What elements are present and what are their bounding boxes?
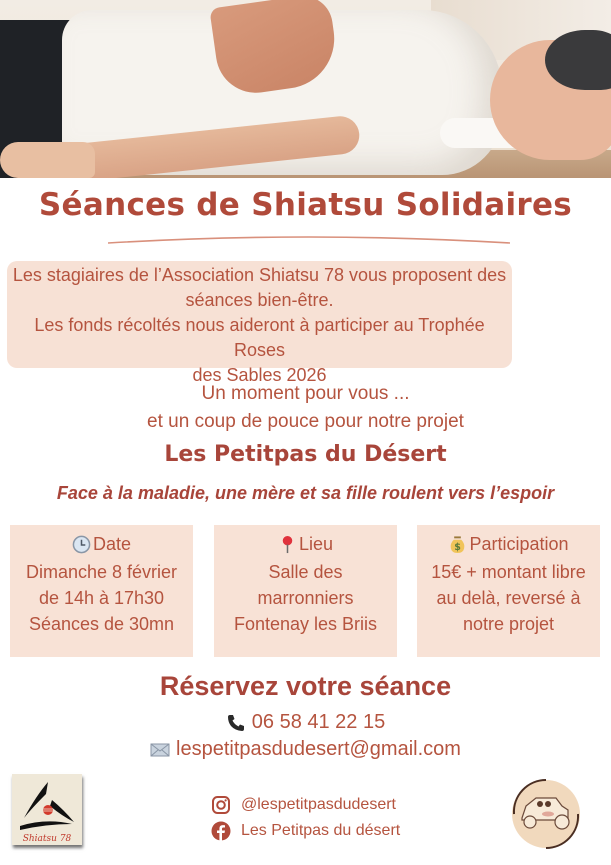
instagram-icon [211,795,231,815]
phone-number[interactable]: 06 58 41 22 15 [251,711,386,733]
intro-text [7,263,512,388]
intro-line: séances bien-être. [185,290,334,310]
tagline-line-2: et un coup de pouce pour notre projet [147,411,464,432]
reserve-heading: Réservez votre séance [159,671,452,701]
email-address[interactable]: lespetitpasdudesert@gmail.com [176,738,461,760]
instagram-link[interactable] [211,792,431,818]
card-place-line: Fontenay les Briis [233,614,378,634]
facebook-page[interactable]: Les Petitpas du désert [241,822,401,839]
hero-hand [0,142,95,178]
card-participation-line: 15€ + montant libre [431,562,586,582]
instagram-handle[interactable]: @lespetitpasdudesert [241,796,396,813]
card-date [10,525,193,657]
pin-icon [278,535,297,554]
card-date-line: Dimanche 8 février [25,562,178,582]
tagline-line-1: Un moment pour vous ... [201,383,410,404]
intro-line: Les stagiaires de l’Association Shiatsu 78 vous proposent des [12,265,507,285]
card-date-line: Séances de 30mn [28,614,175,634]
card-place-title: Lieu [298,534,334,554]
shiatsu-logo-mark [12,774,82,845]
clock-icon [72,535,91,554]
title-underline [108,233,510,245]
card-date-title: Date [92,534,132,554]
phone-contact[interactable] [0,711,611,734]
shiatsu-logo-caption: Shiatsu 78 [22,834,72,844]
svg-text:$: $ [454,541,462,553]
slogan: Face à la maladie, une mère et sa fille roulent vers l’espoir [56,483,555,503]
petitpas-logo-mark [506,774,586,854]
card-date-line: de 14h à 17h30 [38,588,165,608]
envelope-icon [150,742,170,758]
card-participation [417,525,600,657]
card-participation-title: Participation [469,534,569,554]
money-bag-icon [448,535,467,554]
card-place [214,525,397,657]
hero-photo [0,0,611,178]
shiatsu-78-logo [12,774,82,845]
social-links [211,792,431,844]
card-participation-line: notre projet [462,614,555,634]
petitpas-du-desert-logo [506,774,586,854]
phone-icon [226,713,246,733]
facebook-link[interactable] [211,818,431,844]
card-participation-line: au delà, reversé à [436,588,581,608]
email-contact[interactable] [0,738,611,761]
card-place-line: marronniers [257,588,354,608]
intro-line: des Sables 2026 [192,365,327,385]
intro-line: Les fonds récoltés nous aideront à participer au Trophée Roses [34,315,485,360]
page-title: Séances de Shiatsu Solidaires [38,187,573,223]
card-place-line: Salle des [268,562,343,582]
facebook-icon [211,821,231,841]
project-name: Les Petitpas du Désert [164,442,447,467]
